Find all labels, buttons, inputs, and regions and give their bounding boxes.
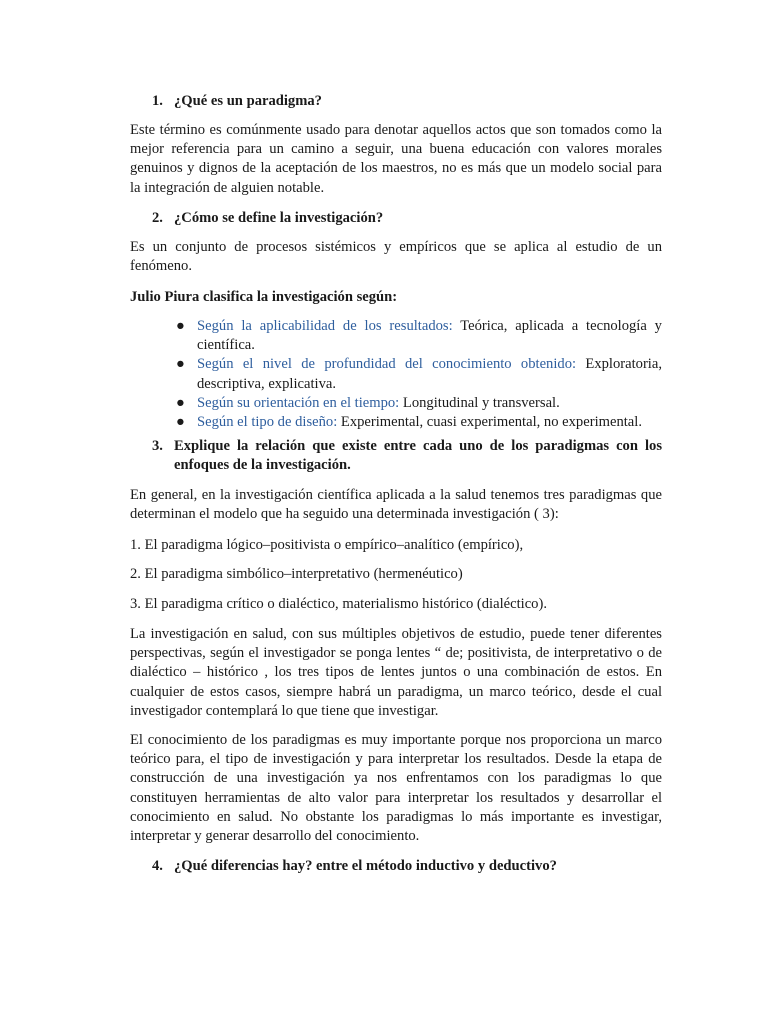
list-item-lead: Según el nivel de profundidad del conocimiento obtenido: <box>197 356 577 373</box>
question-title: ¿Qué es un paradigma? <box>174 93 322 109</box>
question-title: Explique la relación que existe entre cada uno de los paradigmas con los enfoques de la investigación. <box>174 438 662 474</box>
paragraph-research-definition: Es un conjunto de procesos sistémicos y empíricos que se aplica al estudio de un fenómeno. <box>130 239 662 275</box>
question-number: 2. <box>152 210 163 226</box>
question-title: ¿Cómo se define la investigación? <box>174 210 384 226</box>
bullet-dot-icon: ● <box>176 318 185 334</box>
list-item-lead: Según la aplicabilidad de los resultados: <box>197 318 453 334</box>
bullet-dot-icon: ● <box>176 414 185 431</box>
classification-list <box>176 317 662 432</box>
paragraph-classification-intro: Julio Piura clasifica la investigación según: <box>130 289 398 305</box>
question-4-heading <box>152 857 662 876</box>
list-item <box>176 355 662 393</box>
list-item <box>176 413 662 432</box>
list-item-text: Teórica, aplicada a tecnología y científica. <box>197 318 662 354</box>
list-item-text: Experimental, cuasi experimental, no experimental. <box>337 414 642 431</box>
list-item-lead: Según su orientación en el tiempo: <box>197 394 400 411</box>
bullet-dot-icon: ● <box>176 356 185 373</box>
paragraph-health-research: La investigación en salud, con sus múltiples objetivos de estudio, puede tener diferentes perspectivas, según el investigador se ponga lentes “ de; positivista, de interpretativo o de dialéctico – histórico , los tres tipos de lentes juntos o una combinación de estos. En cualquier de estos casos, siempre habrá un paradigma, un marco teórico, desde el cual investigador contemplará lo que tiene que investigar. <box>130 626 662 719</box>
paragraph-paradigm-definition: Este término es comúnmente usado para denotar aquellos actos que son tomados como la mejor referencia para un camino a seguir, una buena educación con valores morales genuinos y dignos de la aceptación de los maestros, no es más que un modelo social para la integración de alguien notable. <box>130 122 662 196</box>
paragraph-three-paradigms-intro: En general, en la investigación científica aplicada a la salud tenemos tres paradigmas que determinan el modelo que ha seguido una determinada investigación ( 3): <box>130 487 662 523</box>
paragraph-paradigm-3: 3. El paradigma crítico o dialéctico, materialismo histórico (dialéctico). <box>130 596 547 612</box>
list-item <box>176 394 662 413</box>
question-number: 4. <box>152 858 163 874</box>
paragraph-paradigm-2: 2. El paradigma simbólico–interpretativo (hermenéutico) <box>130 566 463 582</box>
question-number: 1. <box>152 93 163 109</box>
paragraph-paradigm-importance: El conocimiento de los paradigmas es muy importante porque nos proporciona un marco teórico para, el tipo de investigación y para interpretar los resultados. Desde la etapa de construcción de una investigación ya nos enfrentamos con los paradigmas lo que constituyen herramientas de alto valor para interpretar los resultados y desarrollar el conocimiento en salud. No obstante los paradigmas lo más importante es investigar, interpretar y generar desarrollo del conocimiento. <box>130 732 662 845</box>
list-item-text: Exploratoria, descriptiva, explicativa. <box>197 356 662 392</box>
list-item-text: Longitudinal y transversal. <box>399 394 560 411</box>
bullet-dot-icon: ● <box>176 394 185 411</box>
question-2-heading <box>152 209 662 228</box>
paragraph-paradigm-1: 1. El paradigma lógico–positivista o empírico–analítico (empírico), <box>130 537 524 553</box>
list-item-lead: Según el tipo de diseño: <box>197 414 338 431</box>
list-item <box>176 317 662 355</box>
question-3-heading <box>152 437 662 475</box>
question-title: ¿Qué diferencias hay? entre el método inductivo y deductivo? <box>174 858 557 874</box>
question-number: 3. <box>152 438 163 454</box>
question-1-heading <box>152 92 662 111</box>
